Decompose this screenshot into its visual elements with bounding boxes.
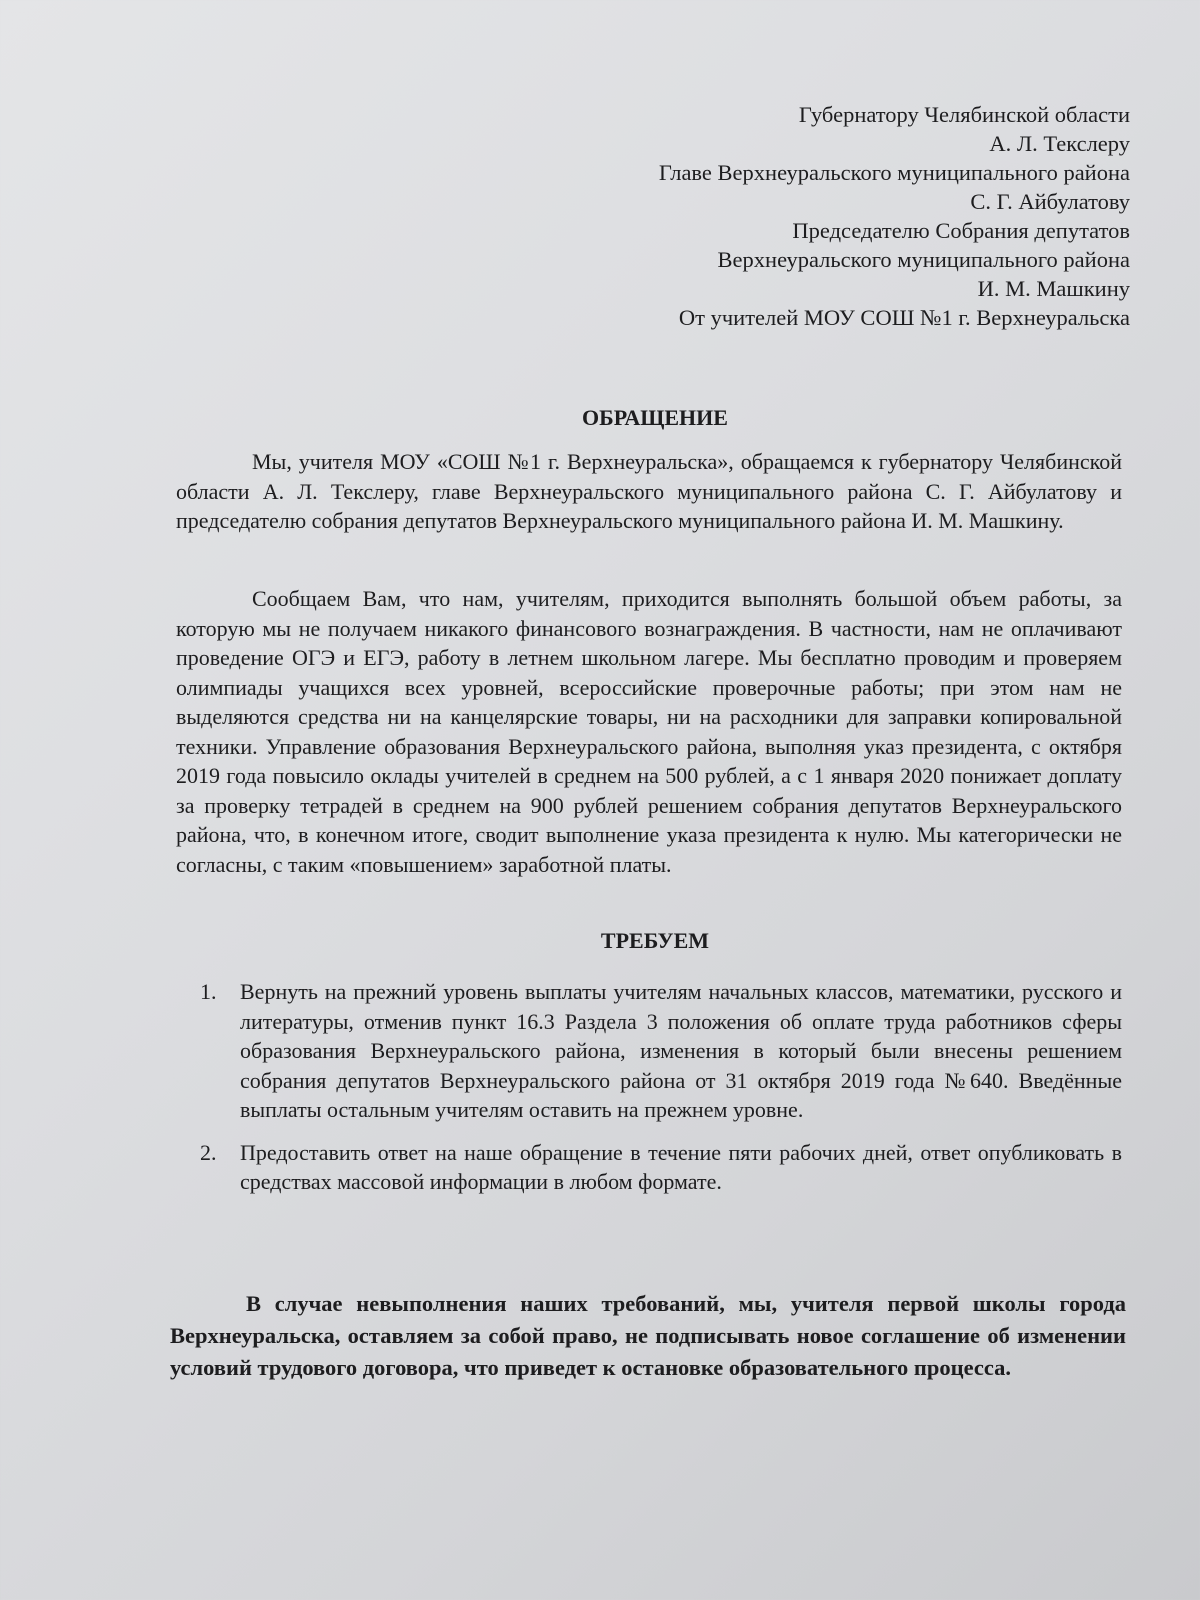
demand-item [200, 977, 1122, 1125]
demand-text: Вернуть на прежний уровень выплаты учителям начальных классов, математики, русского и литературы, отменив пункт 16.3 Раздела 3 положения об оплате труда работников сферы образования Верхнеуральского района, изменения в который были внесены решением собрания депутатов Верхнеуральского района от 31 октября 2019 года №640. Введённые выплаты остальным учителям оставить на прежнем уровне. [240, 979, 1122, 1122]
addressee-line: Верхнеуральского муниципального района [717, 247, 1130, 272]
addressee-line: Главе Верхнеуральского муниципального района [658, 160, 1130, 185]
closing-statement: В случае невыполнения наших требований, мы, учителя первой школы города Верхнеуральска, оставляем за собой право, не подписывать новое соглашение об изменении условий трудового договора, что приведет к остановке образовательного процесса. [170, 1291, 1126, 1380]
addressee-line: С. Г. Айбулатову [970, 189, 1130, 214]
addressee-line: А. Л. Текслеру [989, 131, 1130, 156]
addressee-line: Губернатору Челябинской области [798, 102, 1130, 127]
sender-line: От учителей МОУ СОШ №1 г. Верхнеуральска [678, 305, 1130, 330]
demands-list [200, 977, 1122, 1210]
addressee-line: И. М. Машкину [977, 276, 1130, 301]
demand-item [200, 1138, 1122, 1197]
demand-number: 2. [200, 1139, 217, 1165]
addressee-line: Председателю Собрания депутатов [792, 218, 1130, 243]
demands-heading: ТРЕБУЕМ [600, 928, 710, 953]
demand-text: Предоставить ответ на наше обращение в течение пяти рабочих дней, ответ опубликовать в средствах массовой информации в любом формате. [240, 1139, 1122, 1194]
document-title: ОБРАЩЕНИЕ [582, 405, 728, 430]
body-paragraph: Сообщаем Вам, что нам, учителям, приходится выполнять большой объем работы, за которую мы не получаем никакого финансового вознаграждения. В частности, нам не оплачивают проведение ОГЭ и ЕГЭ, работу в летнем школьном лагере. Мы бесплатно проводим и проверяем олимпиады учащихся всех уровней, всероссийские проверочные работы; при этом нам не выделяются средства ни на канцелярские товары, ни на расходники для заправки копировальной техники. Управление образования Верхнеуральского района, выполняя указ президента, с октября 2019 года повысило оклады учителей в среднем на 500 рублей, а с 1 января 2020 понижает доплату за проверку тетрадей в среднем на 900 рублей решением собрания депутатов Верхнеуральского района, что, в конечном итоге, сводит выполнение указа президента к нулю. Мы категорически не согласны, с таким «повышением» заработной платы. [176, 586, 1122, 877]
intro-paragraph: Мы, учителя МОУ «СОШ №1 г. Верхнеуральска», обращаемся к губернатору Челябинской области А. Л. Текслеру, главе Верхнеуральского муниципального района С. Г. Айбулатову и председателю собрания депутатов Верхнеуральского муниципального района И. М. Машкину. [176, 449, 1122, 533]
addressee-block [570, 100, 1130, 332]
demand-number: 1. [200, 979, 217, 1004]
